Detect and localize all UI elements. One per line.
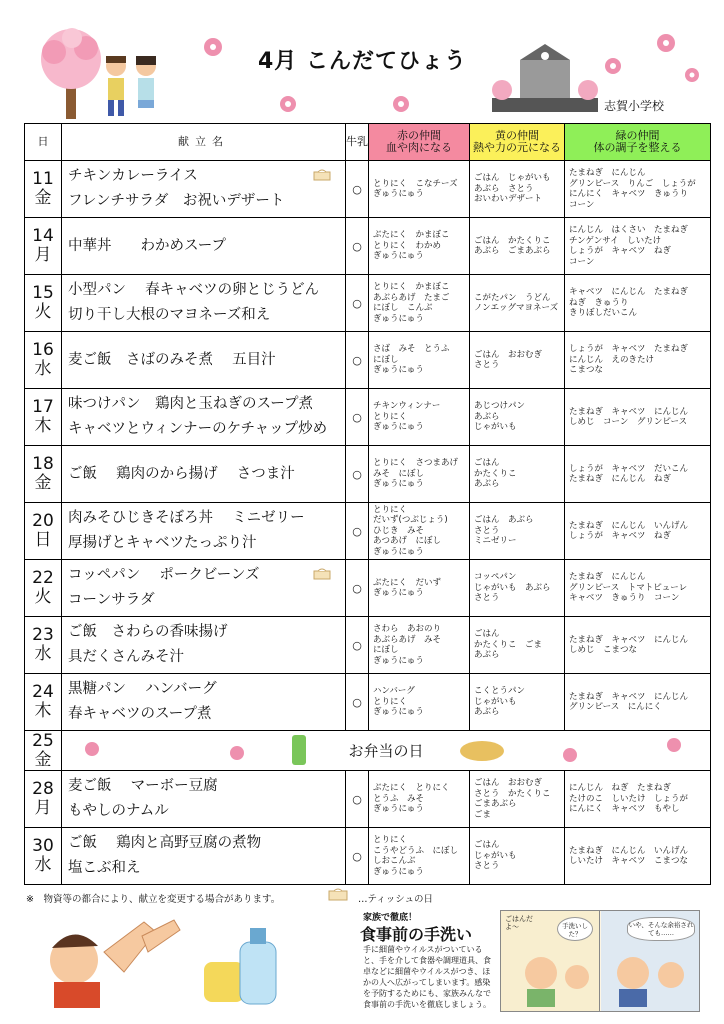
sakura-icon bbox=[683, 66, 701, 88]
day-number: 23 bbox=[32, 625, 54, 645]
dish-line: 味つけパン 鶏肉と玉ねぎのスープ煮 bbox=[68, 396, 314, 412]
bento-day-label: お弁当の日 bbox=[348, 742, 424, 760]
dish-cell bbox=[62, 771, 346, 828]
day-number: 16 bbox=[32, 340, 54, 360]
dish-cell bbox=[62, 503, 346, 560]
menu-row bbox=[25, 674, 711, 731]
dish-line: コッペパン ポークビーンズ bbox=[68, 567, 260, 583]
day-cell bbox=[25, 828, 62, 885]
dish-line: ご飯 鶏肉と高野豆腐の煮物 bbox=[68, 835, 262, 851]
green-ingredients: たまねぎ にんじん いんげん しょうが キャベツ ねぎ bbox=[565, 503, 711, 560]
weekday: 水 bbox=[34, 644, 52, 664]
green-ingredients: にんじん はくさい たまねぎ チンゲンサイ しいたけ しょうが キャベツ ねぎ コーン bbox=[565, 218, 711, 275]
red-ingredients: とりにく こなチーズ ぎゅうにゅう bbox=[369, 161, 470, 218]
red-ingredients: ぶたにく とりにく とうふ みそ ぎゅうにゅう bbox=[369, 771, 470, 828]
dish-line: ご飯 鶏肉のから揚げ さつま汁 bbox=[68, 465, 295, 482]
sakura-icon bbox=[391, 94, 411, 118]
milk-cell: ○ bbox=[346, 332, 369, 389]
day-number: 24 bbox=[32, 682, 54, 702]
weekday: 月 bbox=[34, 245, 52, 265]
dish-line: 塩こぶ和え bbox=[68, 860, 141, 876]
yellow-ingredients: ごはん かたくりこ あぶら bbox=[470, 446, 565, 503]
day-cell bbox=[25, 771, 62, 828]
weekday: 木 bbox=[34, 701, 52, 721]
red-ingredients: とりにく だいず(つぶじょう) ひじき みそ あつあげ にぼし ぎゅうにゅう bbox=[369, 503, 470, 560]
red-ingredients: チキンウィンナー とりにく ぎゅうにゅう bbox=[369, 389, 470, 446]
day-number: 30 bbox=[32, 836, 54, 856]
day-cell bbox=[25, 560, 62, 617]
milk-cell: ○ bbox=[346, 771, 369, 828]
sakura-icon bbox=[603, 56, 623, 80]
yellow-ingredients: ごはん じゃがいも さとう bbox=[470, 828, 565, 885]
menu-row bbox=[25, 617, 711, 674]
dish-line: キャベツとウィンナーのケチャップ炒め bbox=[68, 421, 328, 437]
weekday: 木 bbox=[34, 416, 52, 436]
dish-cell bbox=[62, 332, 346, 389]
dish-line: チキンカレーライス bbox=[68, 168, 198, 184]
milk-cell: ○ bbox=[346, 275, 369, 332]
day-cell bbox=[25, 446, 62, 503]
sakura-icon bbox=[278, 94, 298, 118]
dish-cell bbox=[62, 617, 346, 674]
dish-line: 肉みそひじきそぼろ丼 ミニゼリー bbox=[68, 510, 305, 526]
red-ingredients: ぶたにく かまぼこ とりにく わかめ ぎゅうにゅう bbox=[369, 218, 470, 275]
manga-bubble: 手洗いした？ bbox=[557, 917, 593, 941]
dish-line: 厚揚げとキャベツたっぷり汁 bbox=[68, 535, 257, 551]
day-cell bbox=[25, 275, 62, 332]
dish-cell bbox=[62, 275, 346, 332]
green-ingredients: たまねぎ キャベツ にんじん グリンピース にんにく bbox=[565, 674, 711, 731]
dish-cell bbox=[62, 446, 346, 503]
handwash-body: 手に細菌やウイルスがついていると、手を介して食器や調理道具、食卓などに細菌やウイルスがつき、ほかの人へ広がってしまいます。感染を予防するためにも、家族みんなで食事前の手洗いを徹底しましょう。 bbox=[363, 945, 491, 1009]
milk-cell: ○ bbox=[346, 674, 369, 731]
milk-cell: ○ bbox=[346, 446, 369, 503]
menu-row bbox=[25, 332, 711, 389]
red-ingredients: ハンバーグ とりにく ぎゅうにゅう bbox=[369, 674, 470, 731]
day-number: 11 bbox=[32, 169, 54, 189]
handwash-title: 食事前の手洗い bbox=[360, 925, 473, 944]
menu-row bbox=[25, 446, 711, 503]
yellow-ingredients: こくとうパン じゃがいも あぶら bbox=[470, 674, 565, 731]
tissue-icon bbox=[313, 169, 331, 181]
dish-line: 具だくさんみそ汁 bbox=[68, 649, 184, 665]
manga-bubble: ごはんだよ〜 bbox=[505, 915, 533, 931]
dish-line: 小型パン 春キャベツの卵とじうどん bbox=[68, 282, 320, 298]
dish-line: 麦ご飯 マーボー豆腐 bbox=[68, 778, 218, 794]
day-number: 28 bbox=[32, 779, 54, 799]
menu-row bbox=[25, 771, 711, 828]
menu-row bbox=[25, 828, 711, 885]
yellow-ingredients: ごはん じゃがいも あぶら さとう おいわいデザート bbox=[470, 161, 565, 218]
dish-cell bbox=[62, 161, 346, 218]
dish-line: 黒糖パン ハンバーグ bbox=[68, 681, 217, 697]
red-ingredients: ぶたにく だいず ぎゅうにゅう bbox=[369, 560, 470, 617]
dish-cell bbox=[62, 560, 346, 617]
yellow-ingredients: ごはん あぶら さとう ミニゼリー bbox=[470, 503, 565, 560]
weekday: 金 bbox=[34, 188, 52, 208]
day-number: 14 bbox=[32, 226, 54, 246]
day-cell bbox=[25, 161, 62, 218]
sakura-icon bbox=[202, 36, 224, 62]
milk-cell: ○ bbox=[346, 503, 369, 560]
day-number: 18 bbox=[32, 454, 54, 474]
red-ingredients: さば みそ とうふ にぼし ぎゅうにゅう bbox=[369, 332, 470, 389]
menu-table bbox=[24, 123, 711, 885]
header-menu-name: 献立名 bbox=[62, 124, 346, 161]
yellow-ingredients: ごはん おおむぎ さとう かたくりこ ごまあぶら ごま bbox=[470, 771, 565, 828]
red-ingredients: とりにく かまぼこ あぶらあげ たまご にぼし こんぶ ぎゅうにゅう bbox=[369, 275, 470, 332]
manga-characters bbox=[511, 947, 691, 1007]
red-ingredients: とりにく こうやどうふ にぼし しおこんぶ ぎゅうにゅう bbox=[369, 828, 470, 885]
menu-row bbox=[25, 275, 711, 332]
day-cell bbox=[25, 617, 62, 674]
weekday: 水 bbox=[34, 359, 52, 379]
header-green-group: 緑の仲間 体の調子を整える bbox=[565, 124, 711, 161]
day-number: 25 bbox=[32, 730, 54, 751]
day-cell bbox=[25, 731, 62, 771]
tissue-icon bbox=[328, 888, 348, 902]
milk-cell: ○ bbox=[346, 161, 369, 218]
dish-cell bbox=[62, 674, 346, 731]
menu-row bbox=[25, 161, 711, 218]
yellow-ingredients: コッペパン じゃがいも あぶら さとう bbox=[470, 560, 565, 617]
weekday: 火 bbox=[34, 587, 52, 607]
dish-line: 切り干し大根のマヨネーズ和え bbox=[68, 307, 271, 323]
handwash-subtitle: 家族で徹底！ bbox=[363, 913, 418, 923]
green-ingredients: たまねぎ にんじん グリンピース りんご しょうが にんにく キャベツ きゅうり コーン bbox=[565, 161, 711, 218]
milk-cell: ○ bbox=[346, 389, 369, 446]
header-day: 日 bbox=[25, 124, 62, 161]
change-notice: ※ 物資等の都合により、献立を変更する場合があります。 bbox=[26, 894, 281, 905]
children-illustration bbox=[100, 52, 166, 120]
weekday: 月 bbox=[34, 798, 52, 818]
dish-line: フレンチサラダ お祝いデザート bbox=[68, 193, 285, 209]
header-red-group: 赤の仲間 血や肉になる bbox=[369, 124, 470, 161]
yellow-ingredients: こがたパン うどん ノンエッグマヨネーズ bbox=[470, 275, 565, 332]
green-ingredients: しょうが キャベツ だいこん たまねぎ にんじん ねぎ bbox=[565, 446, 711, 503]
green-ingredients: たまねぎ にんじん グリンピース トマトピューレ キャベツ きゅうり コーン bbox=[565, 560, 711, 617]
handwash-manga bbox=[500, 910, 700, 1012]
menu-row bbox=[25, 503, 711, 560]
school-building-illustration bbox=[490, 42, 600, 116]
weekday: 日 bbox=[34, 530, 52, 550]
weekday: 金 bbox=[34, 749, 52, 770]
table-header-row bbox=[25, 124, 711, 161]
weekday: 金 bbox=[34, 473, 52, 493]
day-cell bbox=[25, 332, 62, 389]
dish-cell bbox=[62, 218, 346, 275]
header-yellow-group: 黄の仲間 熱や力の元になる bbox=[470, 124, 565, 161]
milk-cell: ○ bbox=[346, 218, 369, 275]
red-ingredients: とりにく さつまあげ みそ にぼし ぎゅうにゅう bbox=[369, 446, 470, 503]
tissue-icon bbox=[313, 568, 331, 580]
dish-cell bbox=[62, 828, 346, 885]
milk-cell: ○ bbox=[346, 617, 369, 674]
green-ingredients: にんじん ねぎ たまねぎ たけのこ しいたけ しょうが にんにく キャベツ もやし bbox=[565, 771, 711, 828]
dish-line: もやしのナムル bbox=[68, 803, 169, 819]
menu-row bbox=[25, 560, 711, 617]
dish-line: 中華丼 わかめスープ bbox=[68, 237, 227, 254]
yellow-ingredients: ごはん かたくりこ あぶら ごまあぶら bbox=[470, 218, 565, 275]
day-number: 20 bbox=[32, 511, 54, 531]
red-ingredients: さわら あおのり あぶらあげ みそ にぼし ぎゅうにゅう bbox=[369, 617, 470, 674]
green-ingredients: たまねぎ キャベツ にんじん しめじ こまつな bbox=[565, 617, 711, 674]
green-ingredients: キャベツ にんじん たまねぎ ねぎ きゅうり きりぼしだいこん bbox=[565, 275, 711, 332]
weekday: 水 bbox=[34, 855, 52, 875]
dish-line: 麦ご飯 さばのみそ煮 五目汁 bbox=[68, 351, 276, 368]
green-ingredients: たまねぎ にんじん いんげん しいたけ キャベツ こまつな bbox=[565, 828, 711, 885]
dish-line: コーンサラダ bbox=[68, 592, 155, 608]
menu-row bbox=[25, 218, 711, 275]
dish-line: 春キャベツのスープ煮 bbox=[68, 706, 212, 722]
dish-line: ご飯 さわらの香味揚げ bbox=[68, 624, 228, 640]
day-cell bbox=[25, 218, 62, 275]
tissue-day-legend: …ティッシュの日 bbox=[358, 894, 434, 905]
sakura-icon bbox=[655, 32, 677, 58]
manga-bubble: いや、そんな余裕されても…… bbox=[627, 917, 695, 941]
day-cell bbox=[25, 503, 62, 560]
milk-cell: ○ bbox=[346, 560, 369, 617]
yellow-ingredients: あじつけパン あぶら じゃがいも bbox=[470, 389, 565, 446]
green-ingredients: しょうが キャベツ たまねぎ にんじん えのきたけ こまつな bbox=[565, 332, 711, 389]
yellow-ingredients: ごはん おおむぎ さとう bbox=[470, 332, 565, 389]
header-milk: 牛乳 bbox=[346, 124, 369, 161]
bento-day-cell bbox=[62, 731, 711, 771]
day-number: 15 bbox=[32, 283, 54, 303]
menu-row bbox=[25, 389, 711, 446]
green-ingredients: たまねぎ キャベツ にんじん しめじ コーン グリンピース bbox=[565, 389, 711, 446]
handwashing-illustration bbox=[44, 912, 294, 1012]
day-number: 22 bbox=[32, 568, 54, 588]
special-row bbox=[25, 731, 711, 771]
day-number: 17 bbox=[32, 397, 54, 417]
page-title: 4月 こんだてひょう bbox=[258, 49, 467, 74]
yellow-ingredients: ごはん かたくりこ ごま あぶら bbox=[470, 617, 565, 674]
day-cell bbox=[25, 389, 62, 446]
school-name: 志賀小学校 bbox=[604, 99, 665, 113]
weekday: 火 bbox=[34, 302, 52, 322]
day-cell bbox=[25, 674, 62, 731]
milk-cell: ○ bbox=[346, 828, 369, 885]
dish-cell bbox=[62, 389, 346, 446]
